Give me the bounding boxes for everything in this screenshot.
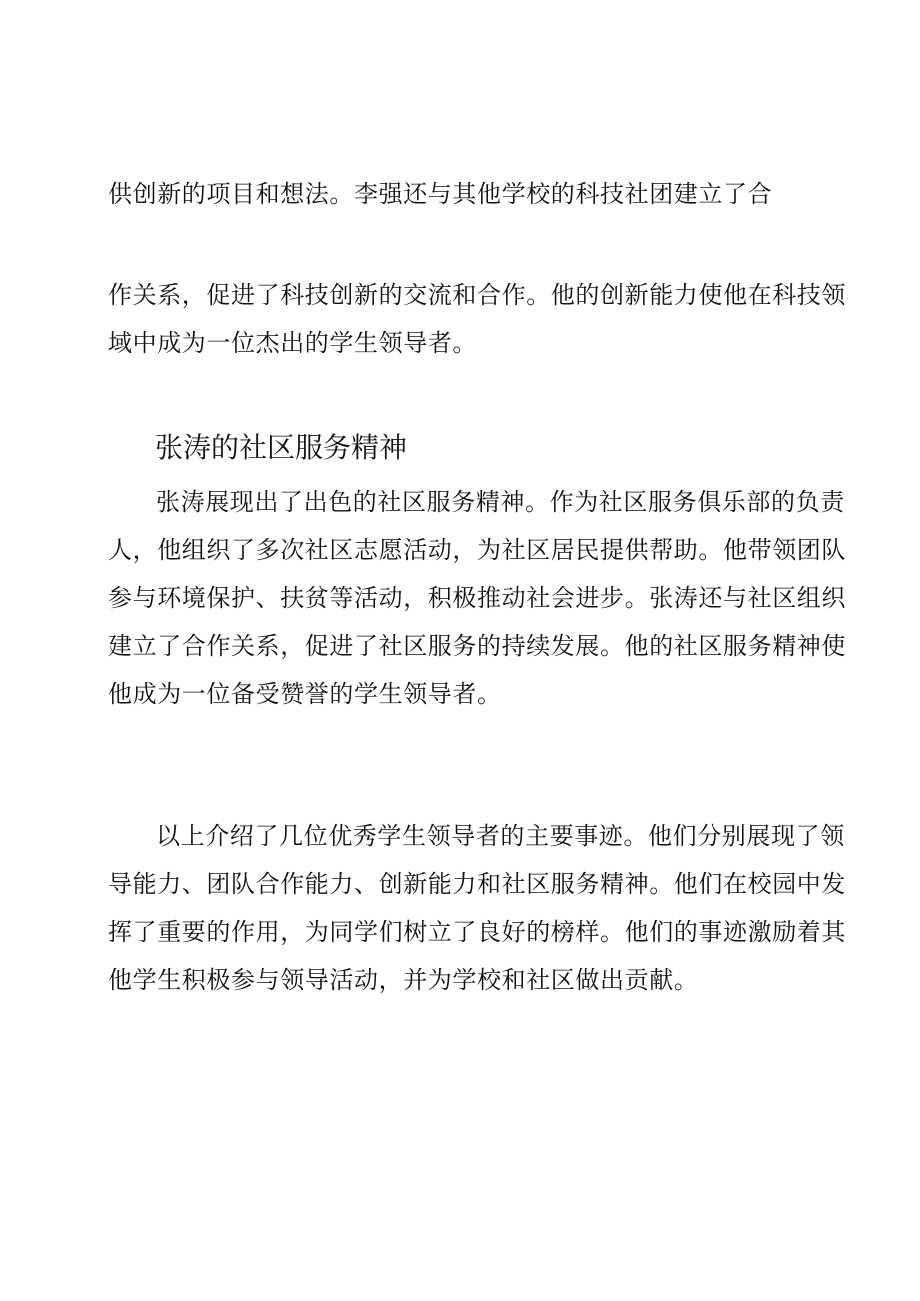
section-paragraph-line: 他成为一位备受赞誉的学生领导者。: [108, 680, 502, 708]
section-paragraph-line: 张涛展现出了出色的社区服务精神。作为社区服务俱乐部的负责: [156, 488, 845, 516]
section-paragraph-line: 人，他组织了多次社区志愿活动，为社区居民提供帮助。他带领团队: [108, 536, 846, 564]
conclusion-paragraph-line: 导能力、团队合作能力、创新能力和社区服务精神。他们在校园中发: [108, 870, 846, 898]
intro-paragraph-line: 作关系，促进了科技创新的交流和合作。他的创新能力使他在科技领: [108, 281, 846, 309]
intro-paragraph-line: 供创新的项目和想法。李强还与其他学校的科技社团建立了合: [108, 180, 773, 208]
section-heading: 张涛的社区服务精神: [155, 431, 408, 464]
section-paragraph-line: 参与环境保护、扶贫等活动，积极推动社会进步。张涛还与社区组织: [108, 584, 846, 612]
intro-paragraph-line: 域中成为一位杰出的学生领导者。: [108, 329, 477, 357]
conclusion-paragraph-line: 以上介绍了几位优秀学生领导者的主要事迹。他们分别展现了领: [156, 822, 845, 850]
conclusion-paragraph-line: 他学生积极参与领导活动，并为学校和社区做出贡献。: [108, 966, 699, 994]
conclusion-paragraph-line: 挥了重要的作用，为同学们树立了良好的榜样。他们的事迹激励着其: [108, 918, 846, 946]
section-paragraph-line: 建立了合作关系，促进了社区服务的持续发展。他的社区服务精神使: [108, 632, 846, 660]
